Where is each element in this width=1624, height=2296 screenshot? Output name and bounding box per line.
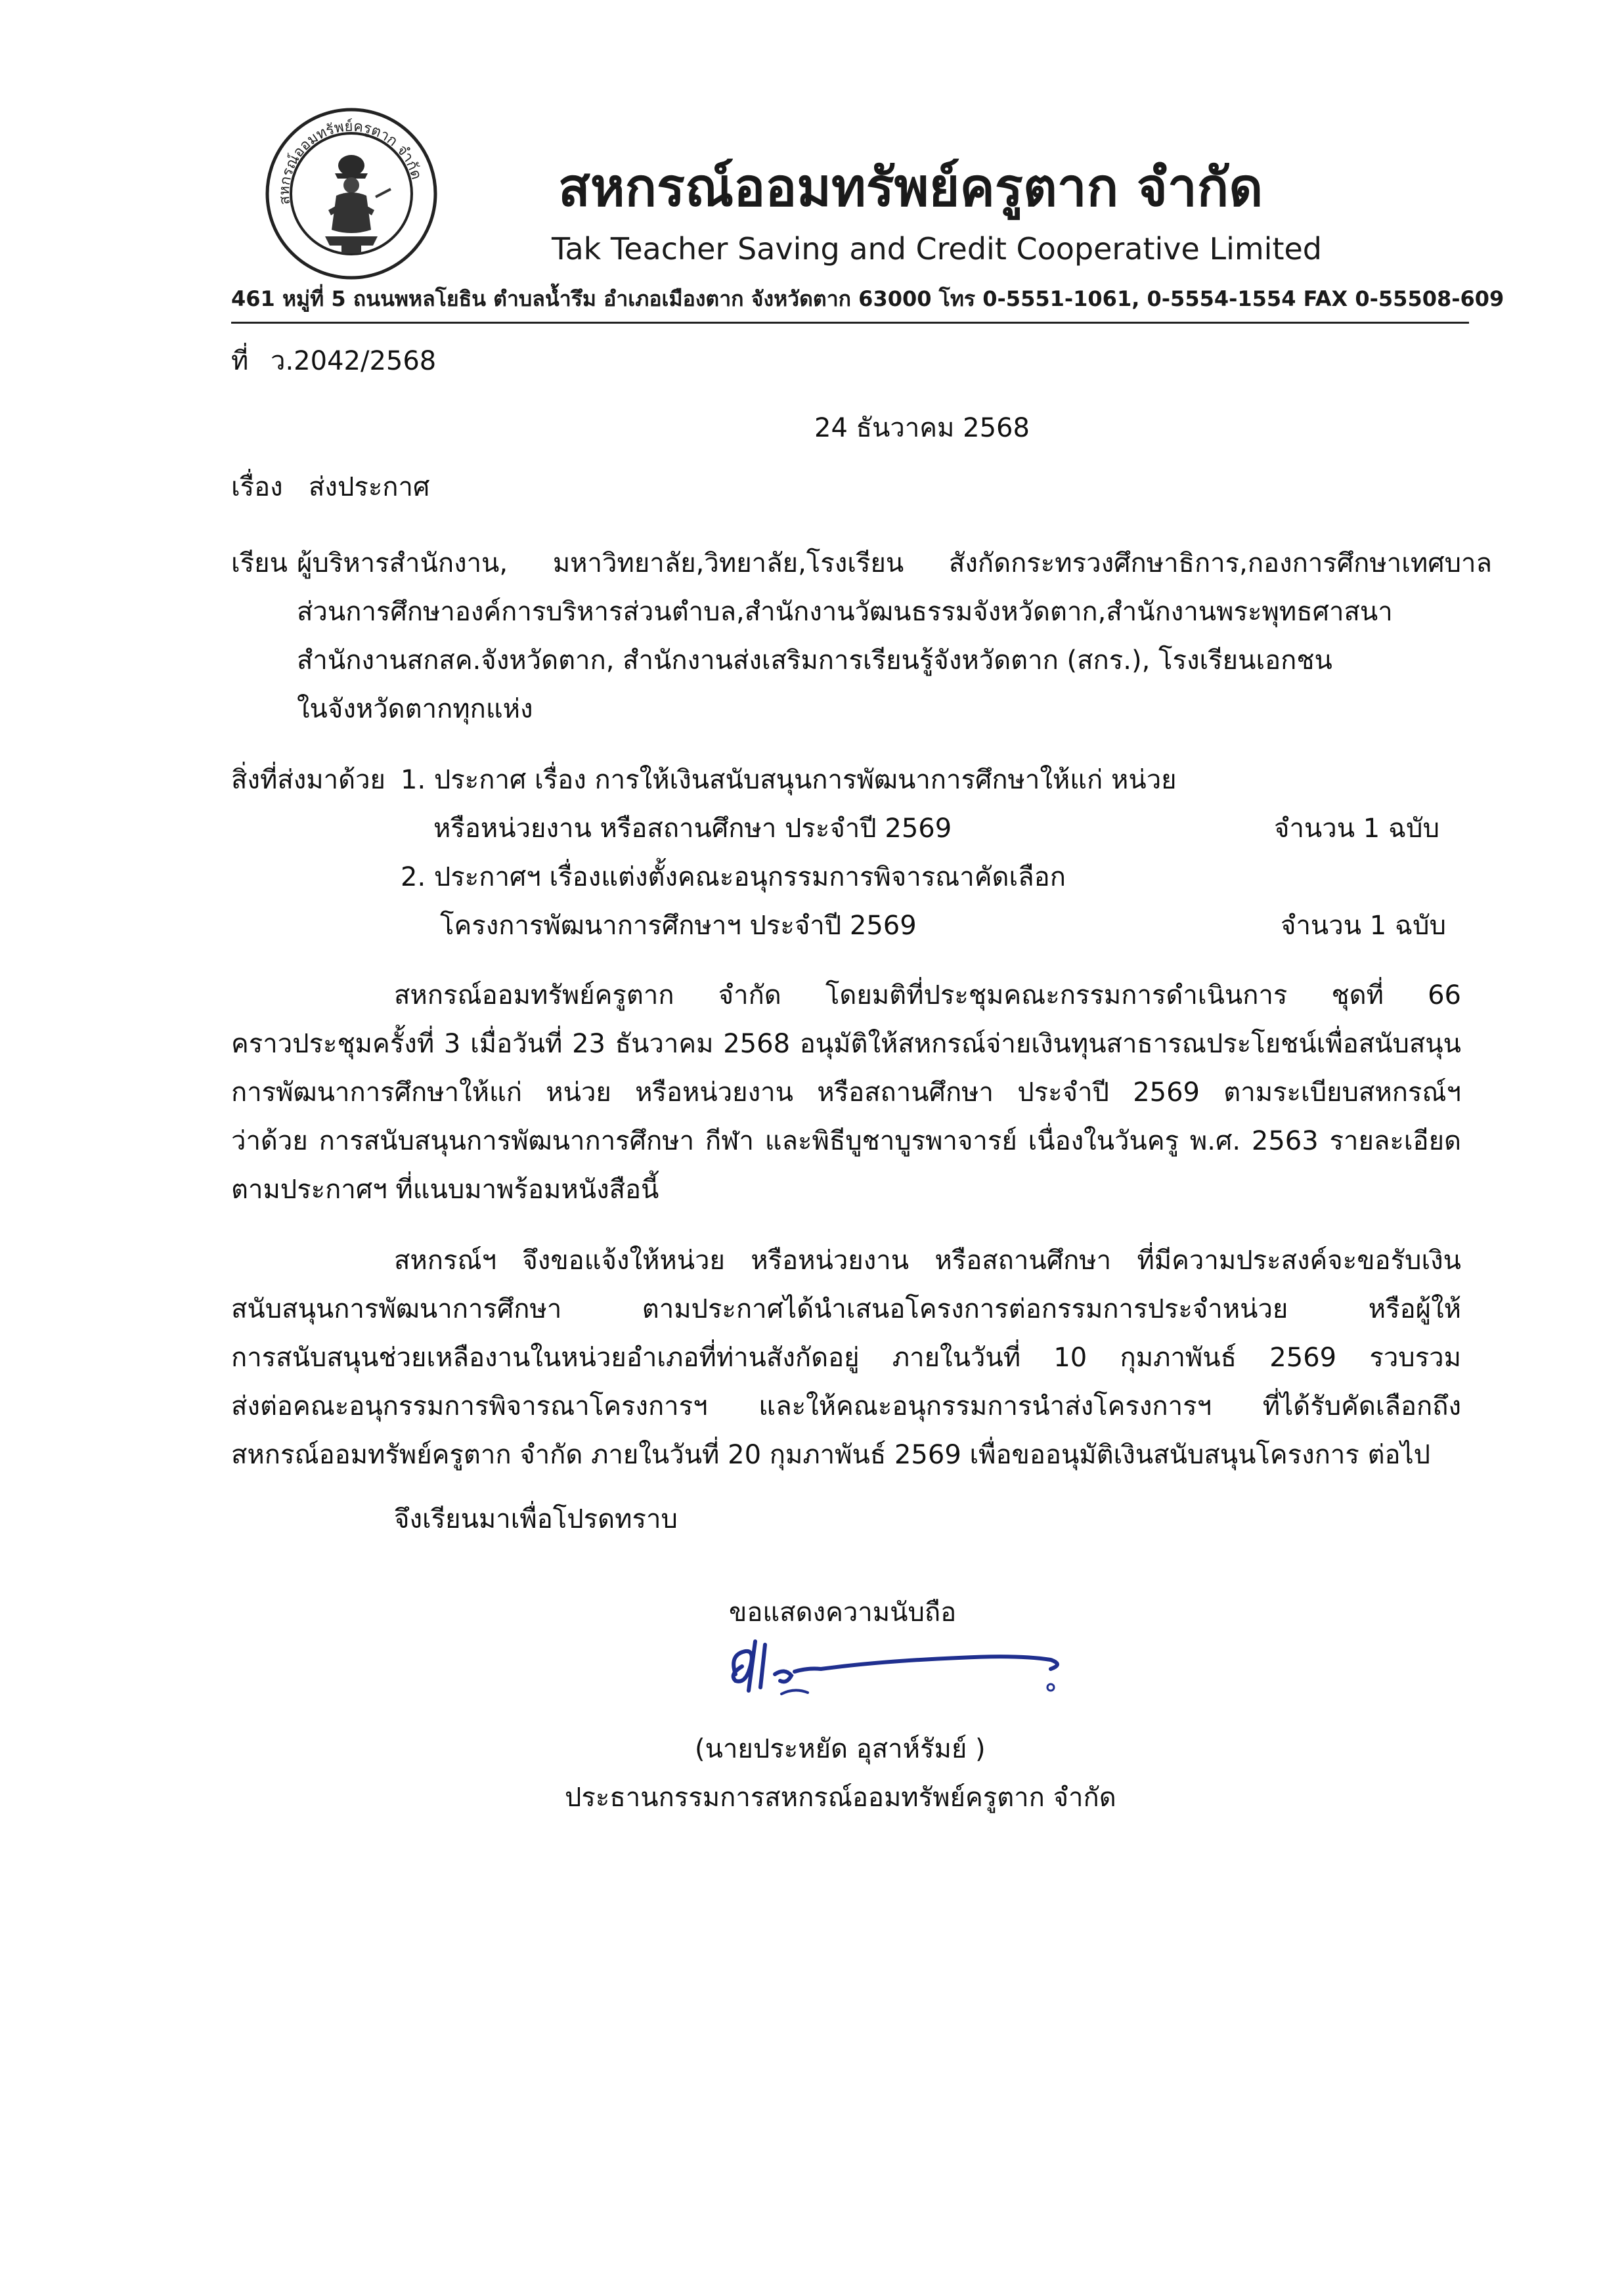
enclosure-item-title: 2. ประกาศฯ เรื่องแต่งตั้งคณะอนุกรรมการพิจารณาคัดเลือก [401,862,1066,892]
body-paragraph-line: สหกรณ์ฯ จึงขอแจ้งให้หน่วย หรือหน่วยงาน หรือสถานศึกษา ที่มีความประสงค์จะขอรับเงิน [394,1245,1461,1276]
enclosure-item-title-cont: หรือหน่วยงาน หรือสถานศึกษา ประจำปี 2569 [433,813,952,844]
enclosure-item-count: จำนวน 1 ฉบับ [1281,911,1446,941]
to-label: เรียน [231,548,288,578]
body-paragraph-line: สนับสนุนการพัฒนาการศึกษา ตามประกาศได้นำเสนอโครงการต่อกรรมการประจำหน่วย หรือผู้ให้ [231,1294,1461,1324]
addressee-line: ในจังหวัดตากทุกแห่ง [297,694,533,724]
enclosure-label: สิ่งที่ส่งมาด้วย [231,765,385,795]
org-address-contact: 461 หมู่ที่ 5 ถนนพหลโยธิน ตำบลน้ำรึม อำเภอเมืองตาก จังหวัดตาก 63000 โทร 0-5551-1061, 0-5554-1554 FAX 0-55508-609 [231,286,1504,311]
body-paragraph-line: สหกรณ์ออมทรัพย์ครูตาก จำกัด โดยมติที่ประชุมคณะกรรมการดำเนินการ ชุดที่ 66 [394,980,1461,1010]
body-paragraph-line: ส่งต่อคณะอนุกรรมการพิจารณาโครงการฯ และให้คณะอนุกรรมการนำส่งโครงการฯ ที่ได้รับคัดเลือกถึง [231,1391,1461,1421]
reference-number: ว.2042/2568 [271,346,437,376]
reference-label: ที่ [231,346,249,376]
cooperative-seal-logo [263,105,440,282]
enclosure-item-title-cont: โครงการพัฒนาการศึกษาฯ ประจำปี 2569 [440,911,917,941]
subject-text: ส่งประกาศ [309,472,430,502]
body-paragraph-line: สหกรณ์ออมทรัพย์ครูตาก จำกัด ภายในวันที่ 20 กุมภาพันธ์ 2569 เพื่อขออนุมัติเงินสนับสนุนโครงการ ต่อไป [231,1440,1431,1470]
enclosure-item-title: 1. ประกาศ เรื่อง การให้เงินสนับสนุนการพัฒนาการศึกษาให้แก่ หน่วย [401,765,1177,795]
closing-line: จึงเรียนมาเพื่อโปรดทราบ [394,1504,678,1534]
addressee-line: สำนักงานสกสค.จังหวัดตาก, สำนักงานส่งเสริมการเรียนรู้จังหวัดตาก (สกร.), โรงเรียนเอกชน [297,645,1332,676]
enclosure-item-count: จำนวน 1 ฉบับ [1274,813,1439,844]
body-paragraph-line: ตามประกาศฯ ที่แนบมาพร้อมหนังสือนี้ [231,1175,659,1205]
addressee-line: ส่วนการศึกษาองค์การบริหารส่วนตำบล,สำนักงานวัฒนธรรมจังหวัดตาก,สำนักงานพระพุทธศาสนา [297,597,1393,627]
complimentary-close: ขอแสดงความนับถือ [729,1597,957,1628]
seal-lettering: สหกรณ์ออมทรัพย์ครูตาก จำกัด [276,118,425,206]
org-name-english: Tak Teacher Saving and Credit Cooperative Limited [552,231,1322,267]
body-paragraph-line: คราวประชุมครั้งที่ 3 เมื่อวันที่ 23 ธันวาคม 2568 อนุมัติให้สหกรณ์จ่ายเงินทุนสาธารณประโยชน์เพื่อสนับสนุน [231,1029,1461,1059]
body-paragraph-line: ว่าด้วย การสนับสนุนการพัฒนาการศึกษา กีฬา และพิธีบูชาบูรพาจารย์ เนื่องในวันครู พ.ศ. 2563 รายละเอียด [231,1126,1461,1156]
subject-label: เรื่อง [231,472,283,502]
body-paragraph-line: การสนับสนุนช่วยเหลืองานในหน่วยอำเภอที่ท่านสังกัดอยู่ ภายในวันที่ 10 กุมภาพันธ์ 2569 รวบรวม [231,1343,1461,1373]
handwritten-signature [709,1628,1077,1714]
signer-name: (นายประหยัด อุสาห์รัมย์ ) [695,1734,986,1764]
signer-title: ประธานกรรมการสหกรณ์ออมทรัพย์ครูตาก จำกัด [565,1783,1116,1813]
addressee-line: ผู้บริหารสำนักงาน, มหาวิทยาลัย,วิทยาลัย,โรงเรียน สังกัดกระทรวงศึกษาธิการ,กองการศึกษาเทศบาล [297,548,1492,578]
org-name-thai: สหกรณ์ออมทรัพย์ครูตาก จำกัด [558,157,1263,218]
body-paragraph-line: การพัฒนาการศึกษาให้แก่ หน่วย หรือหน่วยงาน หรือสถานศึกษา ประจำปี 2569 ตามระเบียบสหกรณ์ฯ [231,1077,1461,1108]
letter-date: 24 ธันวาคม 2568 [814,413,1030,443]
letterhead-divider [231,322,1469,324]
